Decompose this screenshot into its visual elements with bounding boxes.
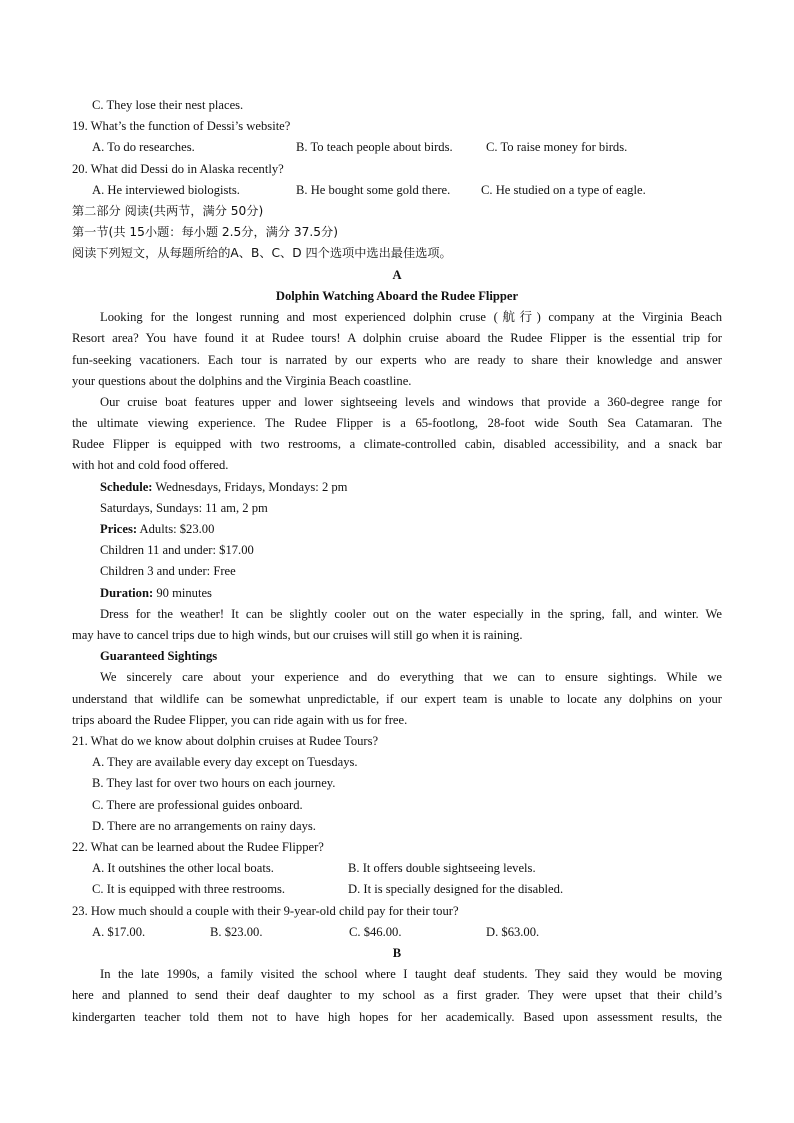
q19-option-a: A. To do researches. xyxy=(92,140,195,154)
q20-stem: 20. What did Dessi do in Alaska recently? xyxy=(72,162,284,176)
schedule-weekdays: Wednesdays, Fridays, Mondays: 2 pm xyxy=(152,480,348,494)
q21-option-d: D. There are no arrangements on rainy days. xyxy=(92,819,316,833)
instructions: 阅读下列短文，从每题所给的A、B、C、D 四个选项中选出最佳选项。 xyxy=(72,246,452,260)
q21-stem: 21. What do we know about dolphin cruises at Rudee Tours? xyxy=(72,734,379,748)
duration-value: 90 minutes xyxy=(153,586,212,600)
duration-line xyxy=(100,585,212,601)
passage-a-p1-line2: Resort area? You have found it at Rudee tours! A dolphin cruise aboard the Rudee Flipper is the essential trip for xyxy=(72,331,722,345)
prices-label: Prices: xyxy=(100,522,138,536)
q19-option-b: B. To teach people about birds. xyxy=(296,140,453,154)
prices-adults: Adults: $23.00 xyxy=(137,522,215,536)
part2-heading: 第二部分 阅读(共两节，满分 50分) xyxy=(72,204,264,218)
q20-option-c: C. He studied on a type of eagle. xyxy=(481,183,646,197)
passage-a-p1-line3: fun-seeking vacationers. Each tour is narrated by our experts who are ready to share their knowledge and answer xyxy=(72,353,722,367)
q21-option-a: A. They are available every day except on Tuesdays. xyxy=(92,755,358,769)
passage-a-p2-line4: with hot and cold food offered. xyxy=(72,458,229,472)
schedule-weekend: Saturdays, Sundays: 11 am, 2 pm xyxy=(100,501,268,515)
passage-b-p1-line3: kindergarten teacher told them not to have high hopes for her academically. Based upon assessment results, the xyxy=(72,1010,722,1024)
q23-option-c: C. $46.00. xyxy=(349,925,402,939)
passage-a-p1-line1: Looking for the longest running and most experienced dolphin cruse (航行) company at the Virginia Beach xyxy=(100,310,722,324)
guaranteed-heading: Guaranteed Sightings xyxy=(100,649,218,663)
q22-option-c: C. It is equipped with three restrooms. xyxy=(92,882,286,896)
passage-a-p4-line3: trips aboard the Rudee Flipper, you can ride again with us for free. xyxy=(72,713,408,727)
q22-option-a: A. It outshines the other local boats. xyxy=(92,861,274,875)
duration-label: Duration: xyxy=(100,586,154,600)
q21-option-c: C. There are professional guides onboard. xyxy=(92,798,303,812)
passage-a-p2-line1: Our cruise boat features upper and lower sightseeing levels and windows that provide a 360-degree range for xyxy=(100,395,722,409)
q19-stem: 19. What’s the function of Dessi’s website? xyxy=(72,119,291,133)
q19-option-c: C. To raise money for birds. xyxy=(486,140,628,154)
prices-children-3: Children 3 and under: Free xyxy=(100,564,236,578)
q20-option-a: A. He interviewed biologists. xyxy=(92,183,240,197)
q20-option-b: B. He bought some gold there. xyxy=(296,183,451,197)
passage-a-p2-line2: the ultimate viewing experience. The Rudee Flipper is a 65-footlong, 28-foot wide South Sea Catamaran. The xyxy=(72,416,722,430)
q21-option-b: B. They last for over two hours on each journey. xyxy=(92,776,336,790)
passage-a-p3-line1: Dress for the weather! It can be slightly cooler out on the water especially in the spring, fall, and winter. We xyxy=(100,607,722,621)
q23-option-d: D. $63.00. xyxy=(486,925,540,939)
passage-a-p2-line3: Rudee Flipper is equipped with two restrooms, a climate-controlled cabin, disabled accessibility, and a snack bar xyxy=(72,437,722,451)
prices-children-11: Children 11 and under: $17.00 xyxy=(100,543,254,557)
passage-a-title: Dolphin Watching Aboard the Rudee Flipper xyxy=(275,289,519,303)
passage-a-letter: A xyxy=(392,268,402,282)
section1-heading: 第一节(共 15小题：每小题 2.5分，满分 37.5分) xyxy=(72,225,338,239)
q22-stem: 22. What can be learned about the Rudee Flipper? xyxy=(72,840,324,854)
schedule-label: Schedule: xyxy=(100,480,153,494)
passage-a-p1-line4: your questions about the dolphins and the Virginia Beach coastline. xyxy=(72,374,412,388)
q18-option-c: C. They lose their nest places. xyxy=(92,98,244,112)
passage-a-p4-line1: We sincerely care about your experience and do everything that we can to ensure sightings. While we xyxy=(100,670,722,684)
q23-stem: 23. How much should a couple with their 9-year-old child pay for their tour? xyxy=(72,904,459,918)
passage-b-letter: B xyxy=(392,946,402,960)
passage-a-p4-line2: understand that wildlife can be somewhat unpredictable, if our expert team is unable to locate any dolphins on your xyxy=(72,692,722,706)
q23-option-b: B. $23.00. xyxy=(210,925,263,939)
prices-line xyxy=(100,521,214,537)
q22-option-d: D. It is specially designed for the disabled. xyxy=(348,882,564,896)
schedule-line xyxy=(100,479,347,495)
passage-b-p1-line2: here and planned to send their deaf daughter to my school as a first grader. They were upset that their child’s xyxy=(72,988,722,1002)
q23-option-a: A. $17.00. xyxy=(92,925,146,939)
passage-a-p3-line2: may have to cancel trips due to high winds, but our cruises will still go when it is raining. xyxy=(72,628,523,642)
passage-b-p1-line1: In the late 1990s, a family visited the school where I taught deaf students. They said they would be moving xyxy=(100,967,722,981)
q22-option-b: B. It offers double sightseeing levels. xyxy=(348,861,536,875)
